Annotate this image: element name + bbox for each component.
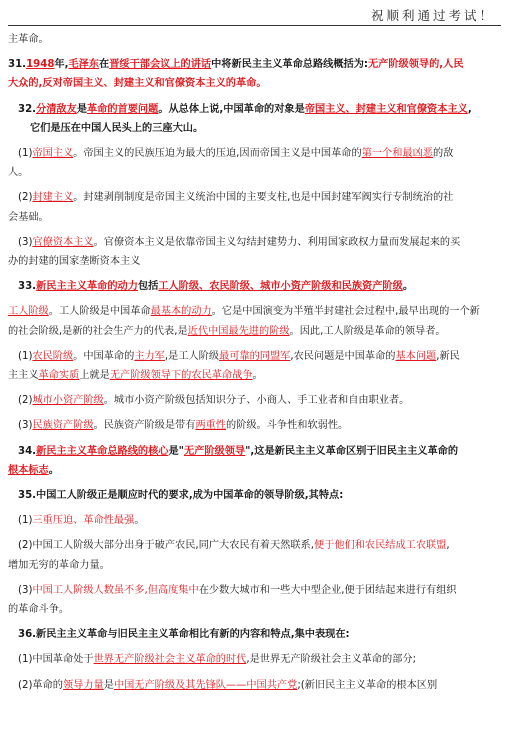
- text-segment: 。它是中国演变为半殖半封建社会过程中,最早出现的一个新: [211, 306, 480, 318]
- highlighted-text: 分清敌友: [36, 103, 77, 115]
- text-line: [8, 302, 502, 321]
- highlighted-text: 官僚资本主义: [32, 236, 94, 248]
- text-segment: 在少数大城市和一些大中型企业,便于团结起来进行有组织: [198, 584, 457, 596]
- text-line: [8, 536, 502, 555]
- text-segment: 。城市小资产阶级包括知识分子、小商人、手工业者和自由职业者。: [103, 395, 410, 407]
- text-line: [8, 556, 502, 575]
- highlighted-text: 新民主主义革命的动力: [36, 281, 138, 293]
- text-line: [8, 119, 502, 138]
- highlighted-text: 新民主主义革命总路线的核心: [36, 445, 169, 457]
- text-segment: 是: [103, 679, 114, 691]
- text-segment: 办的封建的国家垄断资本主义: [8, 256, 141, 268]
- highlighted-text: 农民阶级: [32, 350, 74, 362]
- highlighted-text: 中国无产阶级及其先锋队——中国共产党: [113, 679, 298, 691]
- text-segment: ,是世界无产阶级社会主义革命的部分;: [246, 654, 417, 666]
- text-line: [8, 208, 502, 227]
- text-segment: 34.: [18, 445, 37, 457]
- text-segment: ,: [467, 103, 472, 115]
- text-line: [8, 322, 502, 341]
- text-segment: 33.: [18, 281, 37, 293]
- text-segment: 的阶级。斗争性和软弱性。: [226, 420, 349, 432]
- header-rule: [8, 25, 501, 26]
- text-segment: 是": [168, 445, 184, 457]
- highlighted-text: 最基本的动力: [150, 306, 212, 318]
- highlighted-text: 近代中国最先进的阶级: [187, 325, 290, 337]
- text-segment: ,农民问题是中国革命的: [290, 350, 396, 362]
- highlighted-text: 工人阶级、农民阶级、城市小资产阶级和民族资产阶级: [158, 281, 403, 293]
- text-segment: 主主义: [8, 370, 39, 382]
- highlighted-text: 根本标志: [8, 464, 49, 476]
- text-line: [8, 676, 502, 695]
- highlighted-text: 三重压迫、革命性最强: [32, 515, 135, 527]
- text-segment: 31.: [8, 59, 27, 71]
- text-segment: 增加无穷的革命力量。: [8, 559, 110, 571]
- text-segment: ,是工人阶级: [164, 350, 220, 362]
- page-header: [0, 0, 509, 28]
- highlighted-text: 无产阶级领导: [184, 445, 246, 457]
- text-segment: (2)革命的: [18, 679, 63, 691]
- highlighted-text: 1948: [26, 59, 55, 71]
- text-line: [8, 625, 502, 644]
- text-segment: 。中国革命的: [73, 350, 135, 362]
- text-segment: (3): [18, 584, 33, 596]
- text-line: [8, 366, 502, 385]
- highlighted-text: 便于他们和农民结成工农联盟: [313, 540, 447, 552]
- document-body: [8, 30, 502, 695]
- highlighted-text: 革命实质: [38, 370, 80, 382]
- text-segment: 的敌: [433, 148, 454, 160]
- text-segment: 主革命。: [8, 34, 49, 45]
- highlighted-text: 无产阶级领导下的农民革命战争: [109, 370, 253, 382]
- text-segment: 。因此,工人阶级是革命的领导者。: [289, 325, 446, 337]
- text-segment: 。: [48, 464, 59, 476]
- text-line: [8, 188, 502, 207]
- highlighted-text: 世界无产阶级社会主义革命的时代: [93, 654, 247, 666]
- text-line: [8, 581, 502, 600]
- text-line: [8, 277, 502, 296]
- text-segment: 。工人阶级是中国革命: [48, 306, 151, 318]
- highlighted-text: 城市小资产阶级: [32, 395, 104, 407]
- text-segment: 它们是压在中国人民头上的三座大山。: [30, 122, 204, 134]
- text-line: [8, 30, 502, 49]
- text-line: [8, 442, 502, 461]
- highlighted-text: 晋绥干部会议上的讲话: [109, 59, 212, 71]
- text-segment: (1): [18, 515, 33, 527]
- highlighted-text: 帝国主义、封建主义和官僚资本主义: [304, 103, 468, 115]
- text-segment: (2): [18, 395, 33, 407]
- text-segment: 。: [252, 370, 263, 382]
- text-line: [8, 461, 502, 480]
- highlighted-text: 最可靠的同盟军: [219, 350, 291, 362]
- text-line: [8, 74, 502, 93]
- text-segment: 中将新民主主义革命总路线概括为:: [211, 59, 368, 71]
- text-segment: 35.中国工人阶级正是顺应时代的要求,成为中国革命的领导阶级,其特点:: [18, 490, 344, 502]
- text-line: [8, 416, 502, 435]
- text-segment: ,: [446, 540, 450, 552]
- text-segment: 包括: [137, 281, 159, 293]
- text-segment: 。封建剥削制度是帝国主义统治中国的主要支柱,也是中国封建军阀实行专制统治的社: [73, 192, 454, 204]
- highlighted-text: 领导力量: [63, 679, 104, 691]
- text-segment: (3): [18, 236, 33, 248]
- text-segment: (2)中国工人阶级大部分出身于破产农民,同广大农民有着天然联系,: [18, 540, 314, 552]
- text-segment: 的社会阶级,是新的社会生产力的代表,是: [8, 325, 188, 337]
- highlighted-text: 毛泽东: [68, 59, 100, 71]
- text-segment: 上就是: [79, 370, 110, 382]
- text-line: [8, 100, 502, 119]
- text-segment: ;(新旧民主主义革命的根本区别: [297, 679, 438, 691]
- highlighted-text: 两重性: [195, 420, 226, 432]
- highlighted-text: 主力军: [134, 350, 165, 362]
- highlighted-text: 工人阶级: [8, 306, 49, 318]
- text-segment: 年,: [54, 59, 69, 71]
- text-segment: 。: [402, 281, 413, 293]
- highlighted-text: 帝国主义: [32, 148, 74, 160]
- highlighted-text: 革命的首要问题: [87, 103, 159, 115]
- text-segment: 36.新民主主义革命与旧民主主义革命相比有新的内容和特点,集中表现在:: [18, 629, 350, 641]
- text-line: [8, 144, 502, 163]
- text-line: [8, 511, 502, 530]
- text-segment: (1)中国革命处于: [18, 654, 94, 666]
- highlighted-text: 无产阶级领导的,人民: [368, 59, 464, 71]
- text-segment: (1): [18, 148, 33, 160]
- text-segment: (2): [18, 192, 33, 204]
- text-segment: (1): [18, 350, 33, 362]
- highlighted-text: 基本问题: [395, 350, 437, 362]
- text-line: [8, 55, 502, 74]
- text-segment: 。: [134, 515, 145, 527]
- text-segment: 的革命斗争。: [8, 604, 70, 616]
- text-segment: ,新民: [436, 350, 460, 362]
- text-segment: 在: [99, 59, 110, 71]
- text-segment: 会基础。: [8, 211, 49, 223]
- highlighted-text: 大众的,反对帝国主义、封建主义和官僚资本主义的革命。: [8, 78, 267, 90]
- text-line: [8, 252, 502, 271]
- text-segment: ",这是新民主主义革命区别于旧民主主义革命的: [245, 445, 459, 457]
- text-segment: 。帝国主义的民族压迫为最大的压迫,因而帝国主义是中国革命的: [73, 148, 362, 160]
- text-line: [8, 233, 502, 252]
- highlighted-text: 第一个和最凶恶: [361, 148, 433, 160]
- text-line: [8, 650, 502, 669]
- highlighted-text: 中国工人阶级人数虽不多,但高度集中: [32, 584, 199, 596]
- text-segment: 。民族资产阶级是带有: [93, 420, 196, 432]
- highlighted-text: 民族资产阶级: [32, 420, 94, 432]
- highlighted-text: 封建主义: [32, 192, 74, 204]
- text-segment: 。官僚资本主义是依靠帝国主义勾结封建势力、利用国家政权力量而发展起来的买: [93, 236, 461, 248]
- text-line: [8, 163, 502, 182]
- text-line: [8, 347, 502, 366]
- text-segment: 人。: [8, 167, 29, 179]
- text-segment: (3): [18, 420, 33, 432]
- header-title: 祝顺利通过考试！: [370, 8, 495, 23]
- text-segment: 是: [76, 103, 87, 115]
- text-segment: 32.: [18, 103, 37, 115]
- text-segment: 。从总体上说,中国革命的对象是: [158, 103, 305, 115]
- text-line: [8, 486, 502, 505]
- text-line: [8, 600, 502, 619]
- text-line: [8, 391, 502, 410]
